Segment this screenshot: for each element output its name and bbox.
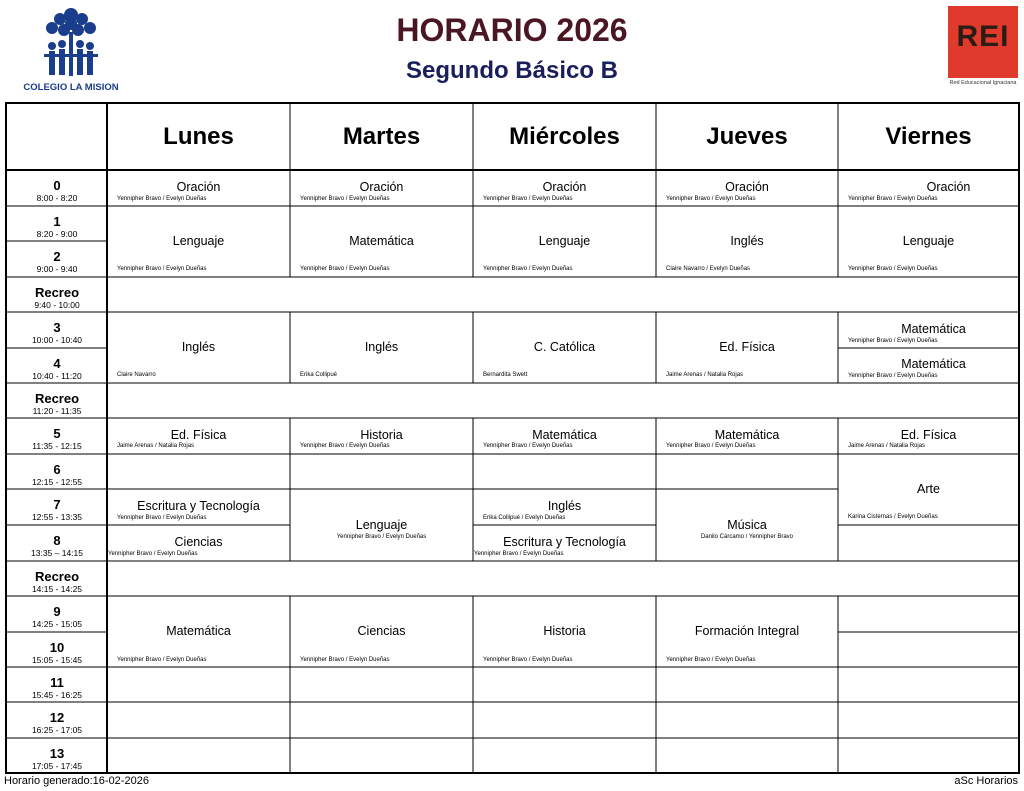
lesson-teacher: Erika Collipué <box>300 372 338 378</box>
lesson-subject: Ed. Física <box>900 428 957 442</box>
period-time: 10:00 - 10:40 <box>31 335 83 345</box>
lesson-subject: Matemática <box>532 428 597 442</box>
period-number: 6 <box>53 462 61 477</box>
lesson-subject: Matemática <box>714 428 780 442</box>
lesson-subject: Lenguaje <box>902 234 955 248</box>
lesson-subject: Ciencias <box>174 535 223 549</box>
period-number: 12 <box>49 710 65 725</box>
period-time: 12:55 - 13:35 <box>31 512 83 522</box>
period-number: 0 <box>53 178 61 193</box>
lesson-subject: Formación Integral <box>694 624 800 638</box>
lesson-teacher: Danilo Cárcamo / Yennipher Bravo <box>700 534 794 540</box>
lesson-teacher: Yennipher Bravo / Evelyn Dueñas <box>483 657 573 663</box>
lesson-subject: C. Católica <box>533 340 596 354</box>
lesson-subject: Escritura y Tecnología <box>503 535 626 549</box>
lesson-teacher: Yennipher Bravo / Evelyn Dueñas <box>848 338 938 344</box>
period-time: 10:40 - 11:20 <box>32 371 82 381</box>
lesson-teacher: Yennipher Bravo / Evelyn Dueñas <box>336 534 427 540</box>
lesson-teacher: Claire Navarro / Evelyn Dueñas <box>666 266 751 272</box>
lesson-subject: Oración <box>542 180 587 194</box>
lesson-teacher: Claire Navarro <box>117 372 156 378</box>
period-number: 4 <box>53 356 61 371</box>
recess-label: Recreo <box>34 569 80 584</box>
period-number: 9 <box>53 604 61 619</box>
lesson-subject: Oración <box>359 180 404 194</box>
lesson-teacher: Yennipher Bravo / Evelyn Dueñas <box>483 443 573 449</box>
rei-logo-box <box>948 6 1018 78</box>
lesson-teacher: Jaime Arenas / Natalia Rojas <box>117 443 195 449</box>
lesson-subject: Inglés <box>364 340 399 354</box>
recess-time: 9:40 - 10:00 <box>34 300 80 310</box>
period-number: 1 <box>53 214 61 229</box>
period-number: 11 <box>50 675 64 690</box>
period-number: 13 <box>49 746 65 761</box>
rei-logo-text: REI <box>956 20 1010 53</box>
recess-time: 14:15 - 14:25 <box>31 584 83 594</box>
lesson-teacher: Yennipher Bravo / Evelyn Dueñas <box>848 196 938 202</box>
lesson-subject: Ciencias <box>357 624 406 638</box>
generated-date: Horario generado:16-02-2026 <box>4 775 149 787</box>
lesson-subject: Ed. Física <box>170 428 227 442</box>
lesson-teacher: Erika Collipué / Evelyn Dueñas <box>483 515 566 521</box>
period-time: 14:25 - 15:05 <box>31 619 83 629</box>
lesson-subject: Ed. Física <box>719 340 775 354</box>
period-number: 7 <box>53 497 61 512</box>
lesson-teacher: Yennipher Bravo / Evelyn Dueñas <box>474 551 564 557</box>
rei-logo-subtext: Red Educacional Ignaciana <box>949 80 1017 86</box>
page-title: HORARIO 2026 <box>396 12 628 48</box>
lesson-subject: Oración <box>725 180 769 194</box>
lesson-subject: Inglés <box>730 234 764 248</box>
day-header-jueves: Jueves <box>706 123 788 150</box>
school-name: COLEGIO LA MISION <box>23 82 119 93</box>
lesson-subject: Lenguaje <box>172 234 225 248</box>
period-time: 16:25 - 17:05 <box>31 725 83 735</box>
lesson-teacher: Yennipher Bravo / Evelyn Dueñas <box>483 196 573 202</box>
lesson-teacher: Yennipher Bravo / Evelyn Dueñas <box>666 196 756 202</box>
period-number: 2 <box>53 249 61 264</box>
period-number: 8 <box>53 533 61 548</box>
day-header-miercoles: Miércoles <box>509 123 620 150</box>
lesson-subject: Lenguaje <box>538 234 591 248</box>
period-time: 8:20 - 9:00 <box>36 229 78 239</box>
period-number: 5 <box>53 426 61 441</box>
period-time: 8:00 - 8:20 <box>36 193 78 203</box>
period-number: 10 <box>49 640 65 655</box>
lesson-teacher: Yennipher Bravo / Evelyn Dueñas <box>300 266 390 272</box>
lesson-subject: Escritura y Tecnología <box>137 499 260 513</box>
page-subtitle: Segundo Básico B <box>405 57 619 84</box>
period-time: 12:15 - 12:55 <box>31 477 83 487</box>
lesson-subject: Historia <box>543 624 586 638</box>
lesson-subject: Arte <box>917 482 940 496</box>
lesson-teacher: Yennipher Bravo / Evelyn Dueñas <box>300 196 390 202</box>
lesson-subject: Historia <box>360 428 403 442</box>
lesson-teacher: Jaime Arenas / Natalia Rojas <box>848 443 926 449</box>
lesson-subject: Inglés <box>181 340 216 354</box>
recess-label: Recreo <box>34 285 80 300</box>
day-header-viernes: Viernes <box>885 123 972 150</box>
recess-time: 11:20 - 11:35 <box>32 406 82 416</box>
recess-label: Recreo <box>34 391 80 406</box>
period-time: 15:45 - 16:25 <box>31 690 83 700</box>
period-time: 11:35 - 12:15 <box>32 441 82 451</box>
lesson-subject: Matemática <box>166 624 231 638</box>
period-time: 13:35 – 14:15 <box>31 548 83 558</box>
period-number: 3 <box>53 320 61 335</box>
lesson-teacher: Yennipher Bravo / Evelyn Dueñas <box>666 657 756 663</box>
lesson-teacher: Yennipher Bravo / Evelyn Dueñas <box>117 266 207 272</box>
lesson-subject: Lenguaje <box>355 518 408 532</box>
lesson-subject: Inglés <box>547 499 582 513</box>
lesson-teacher: Yennipher Bravo / Evelyn Dueñas <box>666 443 756 449</box>
period-time: 15:05 - 15:45 <box>31 655 83 665</box>
lesson-teacher: Yennipher Bravo / Evelyn Dueñas <box>300 657 390 663</box>
lesson-subject: Música <box>727 518 767 532</box>
lesson-subject: Matemática <box>349 234 414 248</box>
lesson-subject: Matemática <box>901 322 966 336</box>
lesson-teacher: Yennipher Bravo / Evelyn Dueñas <box>117 657 207 663</box>
lesson-teacher: Yennipher Bravo / Evelyn Dueñas <box>108 551 198 557</box>
lesson-teacher: Bernardita Swett <box>483 372 528 378</box>
lesson-subject: Oración <box>176 180 221 194</box>
lesson-subject: Oración <box>926 180 971 194</box>
lesson-teacher: Yennipher Bravo / Evelyn Dueñas <box>117 196 207 202</box>
footer-brand: aSc Horarios <box>954 775 1018 787</box>
period-time: 17:05 - 17:45 <box>31 761 83 771</box>
period-time: 9:00 - 9:40 <box>36 264 78 274</box>
lesson-teacher: Yennipher Bravo / Evelyn Dueñas <box>848 266 938 272</box>
lesson-teacher: Jaime Arenas / Natalia Rojas <box>666 372 744 378</box>
school-logo <box>6 6 136 94</box>
lesson-teacher: Yennipher Bravo / Evelyn Dueñas <box>848 373 938 379</box>
day-header-lunes: Lunes <box>163 123 234 150</box>
day-header-martes: Martes <box>342 123 421 150</box>
lesson-teacher: Yennipher Bravo / Evelyn Dueñas <box>483 266 573 272</box>
lesson-subject: Matemática <box>901 357 966 371</box>
lesson-teacher: Yennipher Bravo / Evelyn Dueñas <box>300 443 390 449</box>
lesson-teacher: Karina Cisternas / Evelyn Dueñas <box>848 514 938 520</box>
tree-children-icon <box>38 6 104 80</box>
lesson-teacher: Yennipher Bravo / Evelyn Dueñas <box>117 515 207 521</box>
rei-logo <box>948 6 1018 88</box>
